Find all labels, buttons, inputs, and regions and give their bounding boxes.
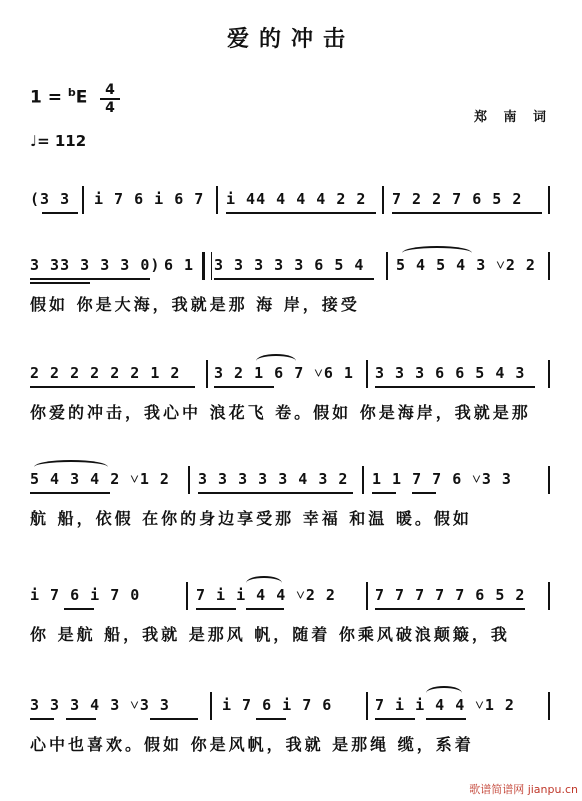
system-4	[30, 462, 552, 528]
underline	[66, 718, 96, 720]
underline	[246, 608, 284, 610]
slur	[426, 686, 462, 700]
barline	[188, 466, 190, 494]
lyrics-line: 你爱的冲击，我心中 浪花飞 卷。假如 你是海岸，我就是那	[30, 403, 531, 422]
measure: i 7 6 i 6 7	[94, 190, 205, 208]
underline	[214, 386, 274, 388]
measure: i 44 4 4 4 2 2	[226, 190, 367, 208]
measure: 3 3 3 3 3 4 3 2	[198, 470, 349, 488]
slur	[34, 460, 108, 474]
system-1	[30, 182, 552, 218]
underline	[30, 282, 90, 284]
measure: 3 33 3 3 3 0)	[30, 256, 161, 274]
underline	[42, 212, 78, 214]
key-note: E	[75, 87, 88, 108]
barline	[366, 582, 368, 610]
underline	[30, 718, 54, 720]
measure: 7 i i 4 4 ˅1 2	[375, 696, 515, 714]
measure: 7 7 7 7 7 6 5 2	[375, 586, 526, 604]
system-5	[30, 578, 552, 644]
barline	[366, 360, 368, 388]
underline	[375, 718, 415, 720]
system-6	[30, 688, 552, 754]
slur	[402, 246, 472, 260]
underline	[226, 212, 376, 214]
notes-row	[30, 182, 552, 218]
measure: 3 3 3 6 6 5 4 3	[375, 364, 526, 382]
barline	[548, 466, 550, 494]
measure: 3 3 3 3 3 6 5 4	[214, 256, 365, 274]
measure: 6 1	[164, 256, 195, 274]
meter-bottom: 4	[100, 98, 120, 116]
underline	[256, 718, 286, 720]
measure: 2 2 2 2 2 2 1 2	[30, 364, 181, 382]
system-2	[30, 248, 552, 314]
barline	[82, 186, 84, 214]
underline	[196, 608, 236, 610]
key-label: 1 =	[30, 87, 62, 108]
measure: i 7 6 i 7 6	[222, 696, 333, 714]
barline	[548, 252, 550, 280]
notes-row	[30, 356, 552, 392]
underline	[30, 386, 195, 388]
measure: 3 3 3 4 3 ˅3 3	[30, 696, 170, 714]
underline	[372, 492, 396, 494]
barline	[210, 692, 212, 720]
barline	[206, 360, 208, 388]
barline	[366, 692, 368, 720]
tempo-marking: ♩= 112	[30, 132, 87, 150]
repeat-sign	[202, 252, 212, 280]
measure: 7 i i 4 4 ˅2 2	[196, 586, 336, 604]
meter-top: 4	[105, 82, 115, 98]
measure: (3 3	[30, 190, 71, 208]
key-signature	[30, 86, 87, 108]
measure: 1 1 7 7 6 ˅3 3	[372, 470, 512, 488]
barline	[548, 692, 550, 720]
underline	[30, 492, 110, 494]
lyricist: 郑 南 词	[473, 110, 552, 125]
underline	[412, 492, 436, 494]
barline	[548, 360, 550, 388]
barline	[386, 252, 388, 280]
lyrics-line: 航 船，依假 在你的身边享受那 幸福 和温 暖。假如	[30, 509, 472, 528]
underline	[214, 278, 374, 280]
barline	[216, 186, 218, 214]
barline	[548, 582, 550, 610]
notes-row	[30, 578, 552, 614]
barline	[548, 186, 550, 214]
underline	[392, 212, 542, 214]
measure: 5 4 5 4 3 ˅2 2	[396, 256, 536, 274]
lyrics-line: 假如 你是大海，我就是那 海 岸，接受	[30, 295, 360, 314]
underline	[198, 492, 353, 494]
lyrics-line: 心中也喜欢。假如 你是风帆，我就 是那绳 缆，系着	[30, 735, 474, 754]
measure: i 7 6 i 7 0	[30, 586, 141, 604]
measure: 7 2 2 7 6 5 2	[392, 190, 523, 208]
time-signature	[100, 82, 120, 116]
system-3	[30, 356, 552, 422]
barline	[186, 582, 188, 610]
notes-row	[30, 688, 552, 724]
measure: 3 2 1 6 7 ˅6 1	[214, 364, 354, 382]
underline	[375, 386, 535, 388]
measure: 5 4 3 4 2 ˅1 2	[30, 470, 170, 488]
key-flat: b	[67, 86, 76, 99]
underline	[150, 718, 198, 720]
lyrics-line: 你 是航 船，我就 是那风 帆，随着 你乘风破浪颠簸，我	[30, 625, 510, 644]
notes-row	[30, 248, 552, 284]
notes-row	[30, 462, 552, 498]
slur	[256, 354, 296, 368]
slur	[246, 576, 282, 590]
underline	[30, 278, 150, 280]
barline	[382, 186, 384, 214]
watermark: 歌谱简谱网 jianpu.cn	[469, 783, 578, 796]
song-title: 爱的冲击	[226, 27, 355, 52]
underline	[64, 608, 94, 610]
barline	[362, 466, 364, 494]
underline	[426, 718, 466, 720]
underline	[375, 608, 525, 610]
